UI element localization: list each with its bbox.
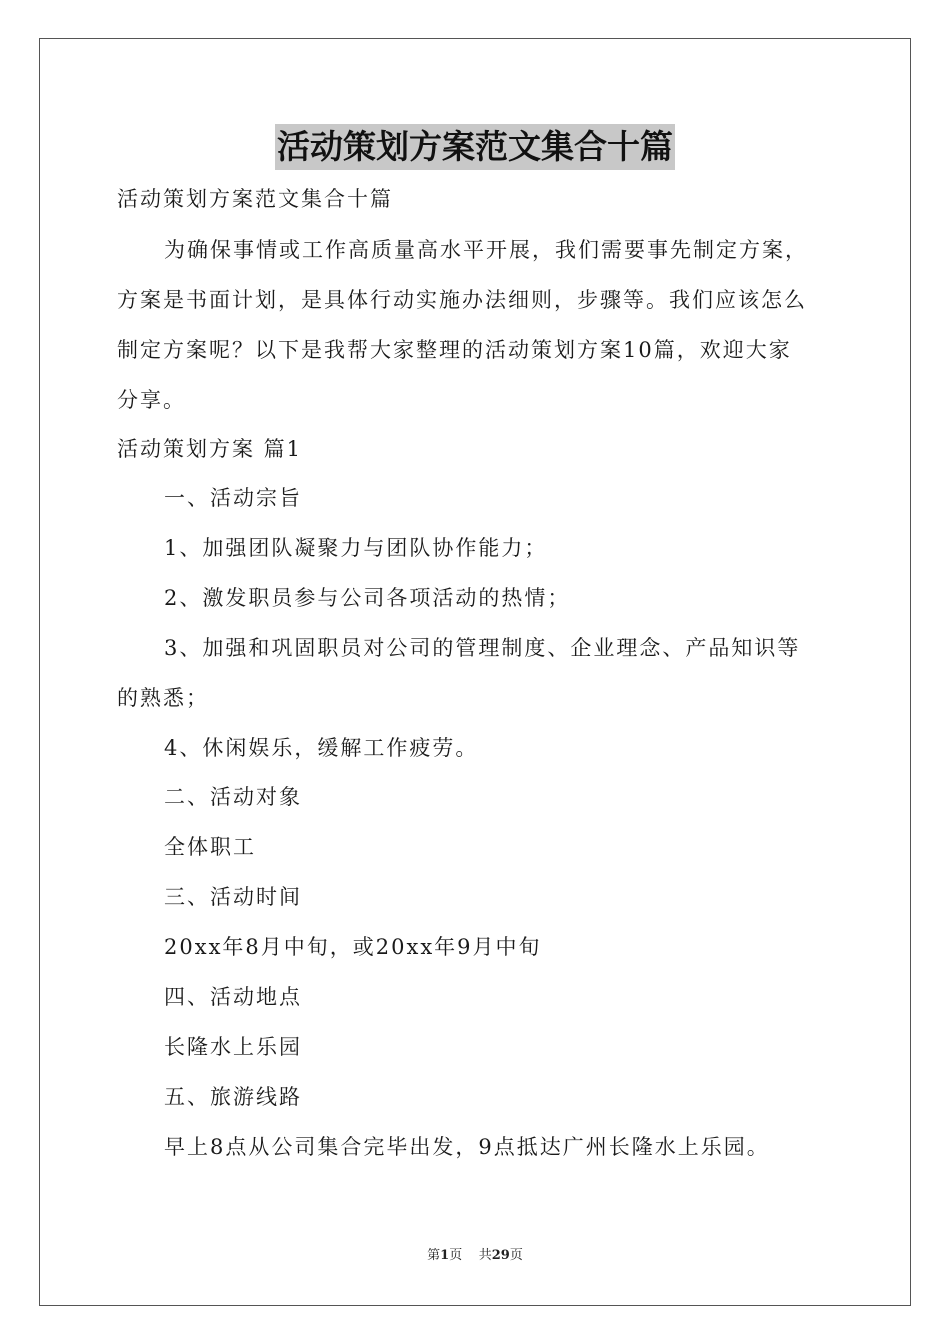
title-container [0,124,950,170]
document-title: 活动策划方案范文集合十篇 [275,124,675,170]
footer-total-pages: 29 [491,1248,510,1263]
intro-line-1: 为确保事情或工作高质量高水平开展，我们需要事先制定方案， [164,238,808,262]
intro-line-2: 方案是书面计划，是具体行动实施办法细则，步骤等。我们应该怎么 [117,288,807,312]
body-line-7: 二、活动对象 [164,785,302,809]
intro-line-4: 分享。 [117,388,186,412]
body-line-8: 全体职工 [164,835,256,859]
body-line-12: 长隆水上乐园 [164,1035,302,1059]
body-line-9: 三、活动时间 [164,885,302,909]
body-line-3: 2、激发职员参与公司各项活动的热情； [164,586,571,610]
body-line-13: 五、旅游线路 [164,1085,302,1109]
body-line-11: 四、活动地点 [164,985,302,1009]
body-line-10: 20xx年8月中旬，或20xx年9月中旬 [164,935,542,959]
body-line-5: 的熟悉； [117,686,209,710]
body-line-6: 4、休闲娱乐，缓解工作疲劳。 [164,736,479,760]
footer-middle: 页 共 [449,1248,492,1263]
intro-line-3: 制定方案呢？以下是我帮大家整理的活动策划方案10篇，欢迎大家 [117,338,792,362]
body-line-4: 3、加强和巩固职员对公司的管理制度、企业理念、产品知识等 [164,636,801,660]
footer-prefix: 第 [427,1248,441,1263]
page-footer [0,1247,950,1265]
footer-page-number: 1 [440,1248,450,1263]
body-line-1: 一、活动宗旨 [164,486,302,510]
footer-suffix: 页 [509,1248,523,1263]
body-line-14: 早上8点从公司集合完毕出发，9点抵达广州长隆水上乐园。 [164,1135,770,1159]
body-line-2: 1、加强团队凝聚力与团队协作能力； [164,536,548,560]
section-heading: 活动策划方案 篇1 [117,437,303,461]
page-border [39,38,911,1306]
document-subtitle: 活动策划方案范文集合十篇 [117,187,393,211]
